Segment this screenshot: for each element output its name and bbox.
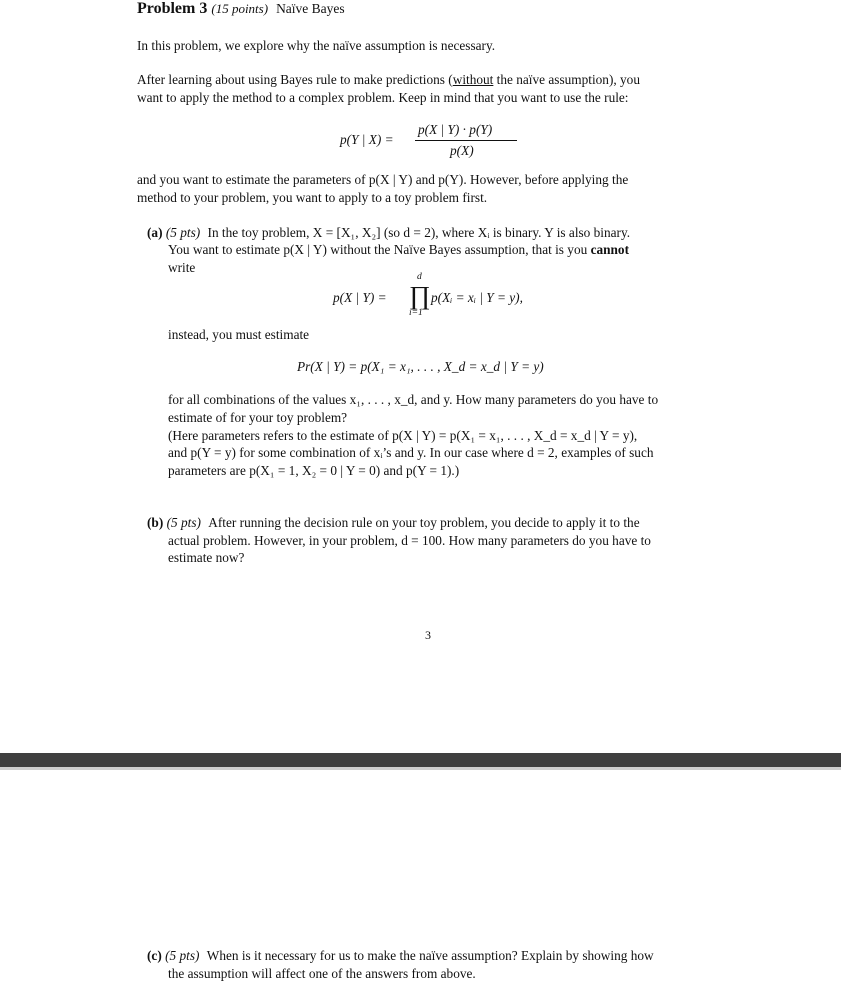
part-b-text-1: After running the decision rule on your toy problem, you decide to apply it to the: [208, 515, 640, 530]
part-a-line-5: for all combinations of the values x₁, . . . , x_d, and y. How many parameters do you have to: [168, 392, 659, 407]
page-separator: [0, 753, 841, 767]
part-b-line-1: [147, 514, 640, 532]
part-a-line-6: estimate of for your toy problem?: [168, 410, 348, 425]
part-a-line-2: [168, 241, 629, 259]
part-b-points: (5 pts): [166, 515, 201, 530]
intro-p2-underlined: without: [452, 72, 494, 87]
part-b-label: (b): [147, 515, 164, 530]
part-a-label: (a): [147, 225, 163, 240]
intro-p2-text-b: the naïve assumption), you: [493, 72, 640, 87]
bayes-rule-denominator: p(X): [450, 143, 474, 158]
problem-header: [137, 0, 345, 18]
page-number: 3: [425, 628, 431, 642]
product-upper-limit: d: [417, 272, 422, 282]
part-a-cannot: cannot: [590, 242, 630, 257]
part-a-line-1: [147, 224, 630, 242]
intro-para-3-line-2: method to your problem, you want to apply to a toy problem first.: [137, 190, 488, 205]
part-a-line-4: instead, you must estimate: [168, 327, 310, 342]
problem-name: Naïve Bayes: [276, 1, 345, 16]
part-a-text-2a: You want to estimate p(X | Y) without the Naïve Bayes assumption, that is you: [168, 242, 591, 257]
problem-title: Problem 3: [137, 0, 208, 17]
joint-prob-equation: Pr(X | Y) = p(X₁ = x₁, . . . , X_d = x_d | Y = y): [297, 359, 544, 374]
intro-para-2-line-2: want to apply the method to a complex problem. Keep in mind that you want to use the rule:: [137, 90, 629, 105]
product-lower-limit: i=1: [409, 308, 423, 318]
part-b-line-2: actual problem. However, in your problem, d = 100. How many parameters do you have to: [168, 533, 651, 548]
product-eq-lhs: p(X | Y) =: [333, 290, 387, 305]
part-c-points: (5 pts): [165, 948, 200, 963]
intro-p2-text-a: After learning about using Bayes rule to make predictions (: [137, 72, 453, 87]
intro-para-2-line-1: [137, 71, 640, 89]
part-c-line-2: the assumption will affect one of the answers from above.: [168, 966, 476, 981]
bayes-rule-lhs: p(Y | X) =: [340, 132, 394, 147]
part-a-line-9: parameters are p(X₁ = 1, X₂ = 0 | Y = 0) and p(Y = 1).): [168, 463, 460, 478]
part-a-line-3: write: [168, 260, 196, 275]
product-eq-rhs: p(Xᵢ = xᵢ | Y = y),: [431, 290, 523, 305]
part-c-label: (c): [147, 948, 162, 963]
bayes-rule-fraction-line: [415, 140, 517, 141]
part-b-line-3: estimate now?: [168, 550, 245, 565]
part-c-line-1: [147, 947, 654, 965]
page-separator-shadow: [0, 767, 841, 770]
product-symbol: ∏: [409, 281, 431, 310]
intro-line-1: In this problem, we explore why the naïve assumption is necessary.: [137, 38, 496, 53]
part-c-text-1: When is it necessary for us to make the naïve assumption? Explain by showing how: [206, 948, 654, 963]
part-a-line-7: (Here parameters refers to the estimate of p(X | Y) = p(X₁ = x₁, . . . , X_d = x_d | Y = y),: [168, 428, 638, 443]
bayes-rule-numerator: p(X | Y) · p(Y): [418, 122, 493, 137]
intro-para-3-line-1: and you want to estimate the parameters of p(X | Y) and p(Y). However, before applying the: [137, 172, 629, 187]
part-a-text-1: In the toy problem, X = [X₁, X₂] (so d = 2), where Xᵢ is binary. Y is also binary.: [207, 225, 631, 240]
part-a-line-8: and p(Y = y) for some combination of xᵢ’s and y. In our case where d = 2, examples of such: [168, 445, 654, 460]
problem-points: (15 points): [211, 1, 269, 16]
part-a-points: (5 pts): [165, 225, 201, 240]
